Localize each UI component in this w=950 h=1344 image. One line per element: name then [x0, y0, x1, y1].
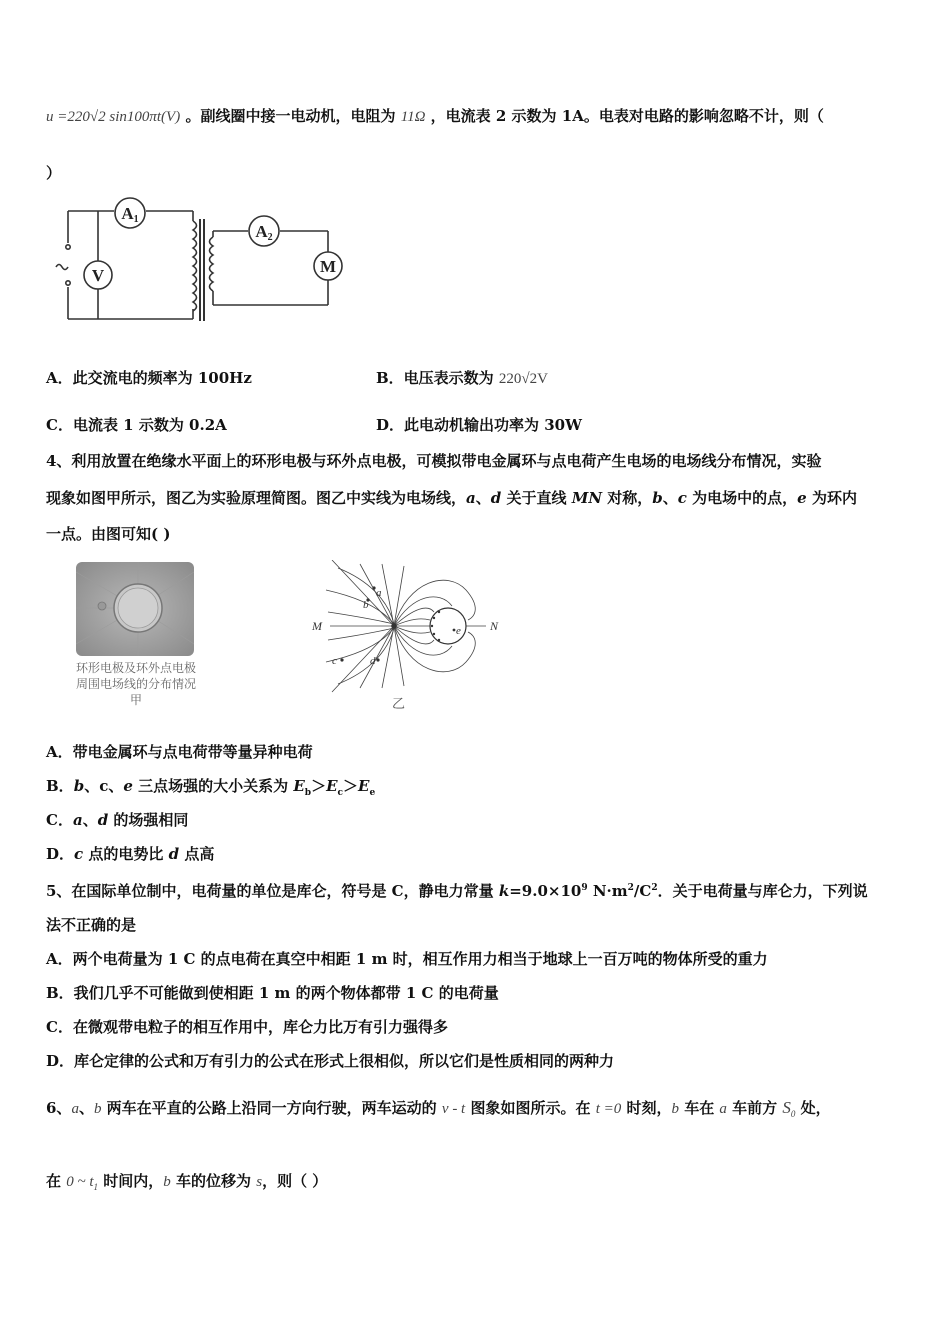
q3-close-paren: ） — [46, 164, 62, 182]
diagram-caption: 乙 — [392, 696, 406, 711]
field-line-photo — [76, 562, 194, 656]
q3-text-a: 。副线圈中接一电动机，电阻为 — [185, 107, 396, 125]
photo-caption: 环形电极及环外点电极 周围电场线的分布情况 甲 — [75, 661, 196, 707]
q3-line1 — [46, 106, 824, 127]
q4-line2: 现象如图甲所示，图乙为实验原理简图。图乙中实线为电场线，a、d 关于直线 MN 对称，b、c 为电场中的点，e 为环内 — [46, 489, 857, 507]
q6-line2: 在 0 ~ $t_1$ 时间内，b 车的位移为 s，则（ ） — [46, 1172, 328, 1192]
q4-option-a: A．带电金属环与点电荷带等量异种电荷 — [46, 743, 313, 761]
diagram-label-a: a — [376, 587, 382, 599]
ammeter-2-label: A2 — [255, 222, 273, 243]
q4-option-d: D．c 点的电势比 d 点高 — [46, 845, 215, 863]
q3-text-b: ，电流表 2 示数为 1A。电表对电路的影响忽略不计，则（ — [430, 107, 824, 125]
diagram-label-b: b — [363, 599, 369, 611]
voltage-formula: u =220√2 sin100πt(V) — [46, 109, 181, 125]
q5-option-d: D．库仑定律的公式和万有引力的公式在形式上很相似，所以它们是性质相同的两种力 — [46, 1052, 615, 1070]
q3-option-c: C．电流表 1 示数为 0.2A — [46, 416, 227, 434]
q5-option-b: B．我们几乎不可能做到使相距 1 m 的两个物体都带 1 C 的电荷量 — [46, 984, 499, 1002]
ammeter-1-label: A1 — [121, 204, 139, 225]
voltmeter-label: V — [91, 266, 105, 285]
diagram-label-d: d — [370, 655, 376, 667]
q3-option-b-value: 220√2V — [498, 371, 548, 387]
motor-label: M — [319, 257, 337, 276]
q5-line2: 法不正确的是 — [46, 916, 137, 934]
diagram-label-m: M — [312, 619, 322, 633]
q3-option-b: B．电压表示数为 220√2V — [376, 369, 548, 387]
transformer-circuit-diagram — [48, 195, 368, 330]
q4-line1: 4、利用放置在绝缘水平面上的环形电极与环外点电极，可模拟带电金属环与点电荷产生电场的电场线分布情况，实验 — [46, 452, 822, 470]
resistance-value: 11Ω — [400, 109, 426, 125]
diagram-label-c: c — [332, 655, 337, 667]
q6-line1: 6、a、b 两车在平直的公路上沿同一方向行驶，两车运动的 v - t 图象如图所示。在 t =0 时刻，b 车在 a 车前方 $S_0$ 处， — [46, 1098, 831, 1119]
q3-option-a: A．此交流电的频率为 100Hz — [46, 369, 252, 387]
field-line-diagram — [308, 560, 508, 712]
q3-option-d: D．此电动机输出功率为 30W — [376, 416, 582, 434]
diagram-label-e: e — [456, 625, 461, 637]
q4-line3: 一点。由图可知( ) — [46, 525, 171, 543]
diagram-label-n: N — [490, 619, 499, 633]
q5-option-c: C．在微观带电粒子的相互作用中，库仑力比万有引力强得多 — [46, 1018, 448, 1036]
q5-option-a: A．两个电荷量为 1 C 的点电荷在真空中相距 1 m 时，相互作用力相当于地球上一百万吨的物体所受的重力 — [46, 950, 768, 968]
q4-option-b: B．b、c、e 三点场强的大小关系为 $E_b>E_c>E_e$ — [46, 777, 376, 798]
q5-line1: 5、在国际单位制中，电荷量的单位是库仑，符号是 C，静电力常量 $k=9.0\times 10^9$ $N\cdot m^2/C^2$．关于电荷量与库仑力，下列说 — [46, 882, 868, 900]
q4-option-c: C．a、d 的场强相同 — [46, 811, 189, 829]
